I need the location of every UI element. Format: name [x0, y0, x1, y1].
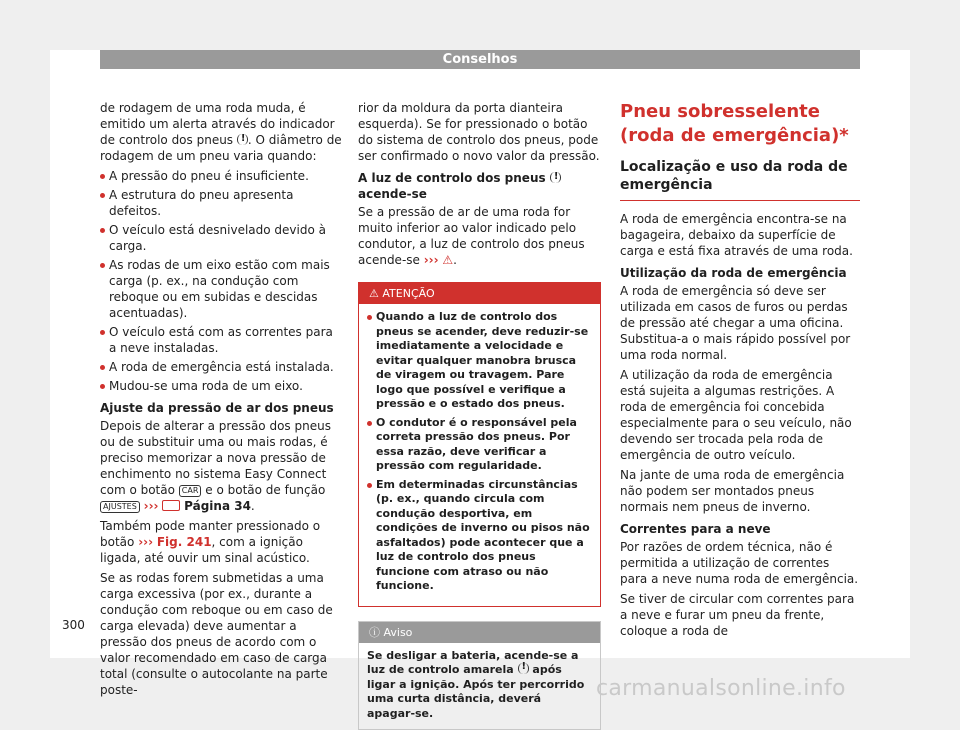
adjust-paragraph-2: Também pode manter pressionado o botão ››› Fig. 241, com a ignição ligada, até ouvir um sinal acústico. — [100, 518, 343, 566]
list-item: O veículo está desnivelado devido à carga. — [100, 222, 343, 254]
section-title: Pneu sobresselente (roda de emergência)* — [620, 100, 860, 148]
warning-box — [358, 282, 601, 607]
page-reference[interactable]: Página 34 — [184, 499, 251, 513]
warning-box-body — [359, 304, 600, 606]
adjust-paragraph-1: Depois de alterar a pressão dos pneus ou de substituir uma ou mais rodas, é preciso memorizar a nova pressão de enchimento no sistema Easy Connect com o botão CAR e o botão de função AJUSTES ››› Página 34. — [100, 418, 343, 514]
book-reference-icon — [162, 500, 180, 511]
use-paragraph-2: A utilização da roda de emergência está sujeita a algumas restrições. A roda de emergência foi concebida especialmente para o seu veículo, não devendo ser trocada pela roda de emergência de outro veículo. — [620, 367, 860, 463]
warning-triangle-icon: ⚠ — [369, 287, 379, 300]
column-middle — [358, 100, 601, 730]
column-left — [100, 100, 343, 702]
light-heading: A luz de controlo dos pneus ! acende-se — [358, 170, 601, 202]
figure-reference-link[interactable]: Fig. 241 — [157, 535, 212, 549]
tire-pressure-icon — [237, 134, 248, 145]
list-item: A estrutura do pneu apresenta defeitos. — [100, 187, 343, 219]
tire-pressure-icon — [518, 663, 529, 674]
list-item: A roda de emergência está instalada. — [100, 359, 343, 375]
list-item: O veículo está com as correntes para a neve instaladas. — [100, 324, 343, 356]
reference-arrow-icon: ››› — [144, 499, 159, 513]
note-box — [358, 621, 601, 730]
list-item: As rodas de um eixo estão com mais carga (p. ex., na condução com reboque ou em subidas e descidas acentuadas). — [100, 257, 343, 321]
warning-box-header: ⚠ ATENÇÃO — [359, 283, 600, 304]
list-item: A pressão do pneu é insuficiente. — [100, 168, 343, 184]
adjust-heading: Ajuste da pressão de ar dos pneus — [100, 400, 343, 416]
page-number: 300 — [62, 618, 85, 632]
subsection-title: Localização e uso da roda de emergência — [620, 158, 860, 201]
reference-arrow-icon: ››› — [138, 535, 153, 549]
column-right — [620, 100, 860, 643]
list-item: Mudou-se uma roda de um eixo. — [100, 378, 343, 394]
light-paragraph: Se a pressão de ar de uma roda for muito inferior ao valor indicado pelo condutor, a luz de controlo dos pneus acende-se ››› ⚠. — [358, 204, 601, 268]
list-item: O condutor é o responsável pela correta pressão dos pneus. Por essa razão, deve verificar a pressão com regularidade. — [367, 416, 592, 474]
ajustes-key-icon: AJUSTES — [100, 501, 140, 513]
chains-paragraph-1: Por razões de ordem técnica, não é permitida a utilização de correntes para a neve numa roda de emergência. — [620, 539, 860, 587]
note-box-header: ⓘ Aviso — [359, 622, 600, 643]
spare-location-paragraph: A roda de emergência encontra-se na bagageira, debaixo da superfície de carga e está fixa através de uma roda. — [620, 211, 860, 259]
intro-paragraph: de rodagem de uma roda muda, é emitido um alerta através do indicador de controlo dos pneus ! . O diâmetro de rodagem de um pneu varia quando: — [100, 100, 343, 164]
use-heading: Utilização da roda de emergência — [620, 265, 860, 281]
manual-page — [50, 50, 910, 658]
chains-paragraph-2: Se tiver de circular com correntes para a neve e furar um pneu da frente, coloque a roda de — [620, 591, 860, 639]
reference-arrow-icon: ››› — [424, 253, 439, 267]
warning-triangle-icon: ⚠ — [442, 253, 453, 267]
tire-pressure-icon — [550, 172, 561, 183]
info-icon: ⓘ — [369, 626, 380, 639]
list-item: Quando a luz de controlo dos pneus se acender, deve reduzir-se imediatamente a velocidade e evitar qualquer manobra brusca de viragem ou travagem. Pare logo que possível e verifique a pressão e o estado dos pneus. — [367, 310, 592, 412]
door-paragraph: rior da moldura da porta dianteira esquerda). Se for pressionado o botão do sistema de controlo dos pneus, pode ser confirmado o novo valor da pressão. — [358, 100, 601, 164]
note-box-body: Se desligar a bateria, acende-se a luz de controlo amarela ! após ligar a ignição. Após ter percorrido uma curta distância, deverá apagar-se. — [359, 643, 600, 730]
list-item: Em determinadas circunstâncias (p. ex., quando circula com condução desportiva, em condições de inverno ou pisos não asfaltados) pode acontecer que a luz de controlo dos pneus funcione com atraso ou não funcione. — [367, 478, 592, 594]
warning-list — [367, 310, 592, 594]
chains-heading: Correntes para a neve — [620, 521, 860, 537]
section-header: Conselhos — [100, 50, 860, 69]
car-key-icon: CAR — [179, 485, 202, 497]
use-paragraph-3: Na jante de uma roda de emergência não podem ser montados pneus normais nem pneus de inverno. — [620, 467, 860, 515]
watermark: carmanualsonline.info — [596, 676, 846, 701]
conditions-list — [100, 168, 343, 394]
use-paragraph-1: A roda de emergência só deve ser utilizada em casos de furos ou perdas de pressão até chegar a uma oficina. Substitua-a o mais rápido possível por uma roda normal. — [620, 283, 860, 363]
adjust-paragraph-3: Se as rodas forem submetidas a uma carga excessiva (por ex., durante a condução com reboque ou em caso de carga elevada) deve aumentar a pressão dos pneus de acordo com o valor recomendado em caso de carga total (consulte o autocolante na parte poste- — [100, 570, 343, 698]
